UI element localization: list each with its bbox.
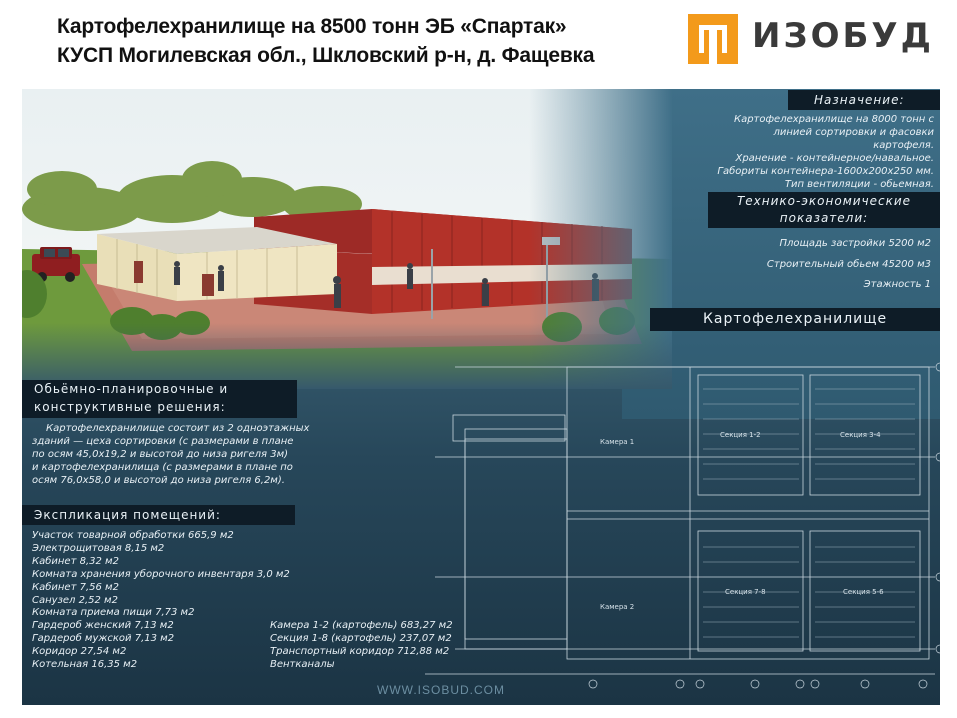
building-label: Картофелехранилище bbox=[650, 308, 940, 331]
room-item: Гардероб женский 7,13 м2 bbox=[32, 620, 174, 632]
design-line: осям 76,0х58,0 и высотой до низа ригеля 6,2м). bbox=[32, 475, 285, 486]
purpose-line: Хранение - контейнерное/навальное. bbox=[735, 153, 934, 164]
info-panel bbox=[22, 89, 940, 705]
room-item: Комната хранения уборочного инвентаря 3,0 м2 bbox=[32, 568, 290, 580]
plan-label-chamber-1: Камера 1 bbox=[600, 438, 635, 446]
page-title bbox=[57, 12, 594, 70]
design-line: и картофелехранилища (с размерами в плане по bbox=[32, 462, 293, 473]
design-heading bbox=[22, 380, 297, 418]
purpose-line: Тип вентиляции - обьемная. bbox=[784, 179, 934, 190]
design-heading-line-1: Обьёмно-планировочные и bbox=[34, 382, 229, 396]
purpose-heading: Назначение: bbox=[788, 90, 940, 110]
tech-area: Площадь застройки 5200 м2 bbox=[779, 238, 931, 249]
purpose-text bbox=[604, 113, 934, 191]
room-item: Электрощитовая 8,15 м2 bbox=[32, 542, 165, 554]
design-line: зданий — цеха сортировки (с размерами в плане bbox=[32, 436, 294, 447]
design-line: Картофелехранилище состоит из 2 одноэтажных bbox=[46, 423, 310, 434]
logo-text: ИЗОБУД bbox=[752, 16, 934, 56]
tech-heading-line-2: показатели: bbox=[779, 211, 869, 225]
tech-volume: Строительный обьем 45200 м3 bbox=[766, 259, 931, 270]
room-item: Кабинет 8,32 м2 bbox=[32, 555, 119, 567]
plan-label-section-7-8: Секция 7-8 bbox=[725, 588, 766, 596]
tech-heading bbox=[708, 192, 940, 228]
purpose-line: Габориты контейнера-1600х200х250 мм. bbox=[717, 166, 934, 177]
rooms-heading: Экспликация помещений: bbox=[22, 505, 295, 525]
plan-label-section-1-2: Секция 1-2 bbox=[720, 431, 761, 439]
room-item: Санузел 2,52 м2 bbox=[32, 594, 118, 606]
room-item: Секция 1-8 (картофель) 237,07 м2 bbox=[270, 632, 452, 644]
title-line-1: Картофелехранилище на 8500 тонн ЭБ «Спартак» bbox=[57, 15, 567, 38]
room-item: Транспортный коридор 712,88 м2 bbox=[270, 645, 450, 657]
website-url: WWW.ISOBUD.COM bbox=[377, 683, 505, 697]
room-item: Камера 1-2 (картофель) 683,27 м2 bbox=[270, 620, 453, 631]
design-line: по осям 45,0х19,2 и высотой до низа ригеля 3м) bbox=[32, 449, 289, 460]
tech-floors: Этажность 1 bbox=[863, 279, 931, 290]
logo-mark-icon bbox=[688, 14, 738, 64]
design-text bbox=[32, 422, 412, 487]
room-item: Кабинет 7,56 м2 bbox=[32, 581, 119, 593]
room-item: Гардероб мужской 7,13 м2 bbox=[32, 633, 175, 645]
plan-label-section-3-4: Секция 3-4 bbox=[840, 431, 881, 439]
room-item: Котельная 16,35 м2 bbox=[32, 659, 138, 671]
purpose-line: картофеля. bbox=[873, 140, 934, 151]
design-heading-line-2: конструктивные решения: bbox=[34, 400, 226, 414]
purpose-line: Картофелехранилище на 8000 тонн с bbox=[733, 114, 934, 125]
title-line-2: КУСП Могилевская обл., Шкловский р-н, д. Фащевка bbox=[57, 44, 595, 67]
rooms-list-right bbox=[270, 620, 540, 672]
purpose-line: линией сортировки и фасовки bbox=[773, 127, 934, 138]
tech-heading-line-1: Технико-экономические bbox=[736, 194, 912, 208]
room-item: Участок товарной обработки 665,9 м2 bbox=[32, 530, 234, 541]
room-item: Коридор 27,54 м2 bbox=[32, 646, 127, 658]
plan-label-section-5-6: Секция 5-6 bbox=[843, 588, 884, 596]
company-logo bbox=[688, 14, 940, 66]
plan-label-chamber-2: Камера 2 bbox=[600, 603, 635, 611]
room-item: Комната приема пищи 7,73 м2 bbox=[32, 607, 195, 619]
room-item: Вентканалы bbox=[270, 658, 335, 670]
